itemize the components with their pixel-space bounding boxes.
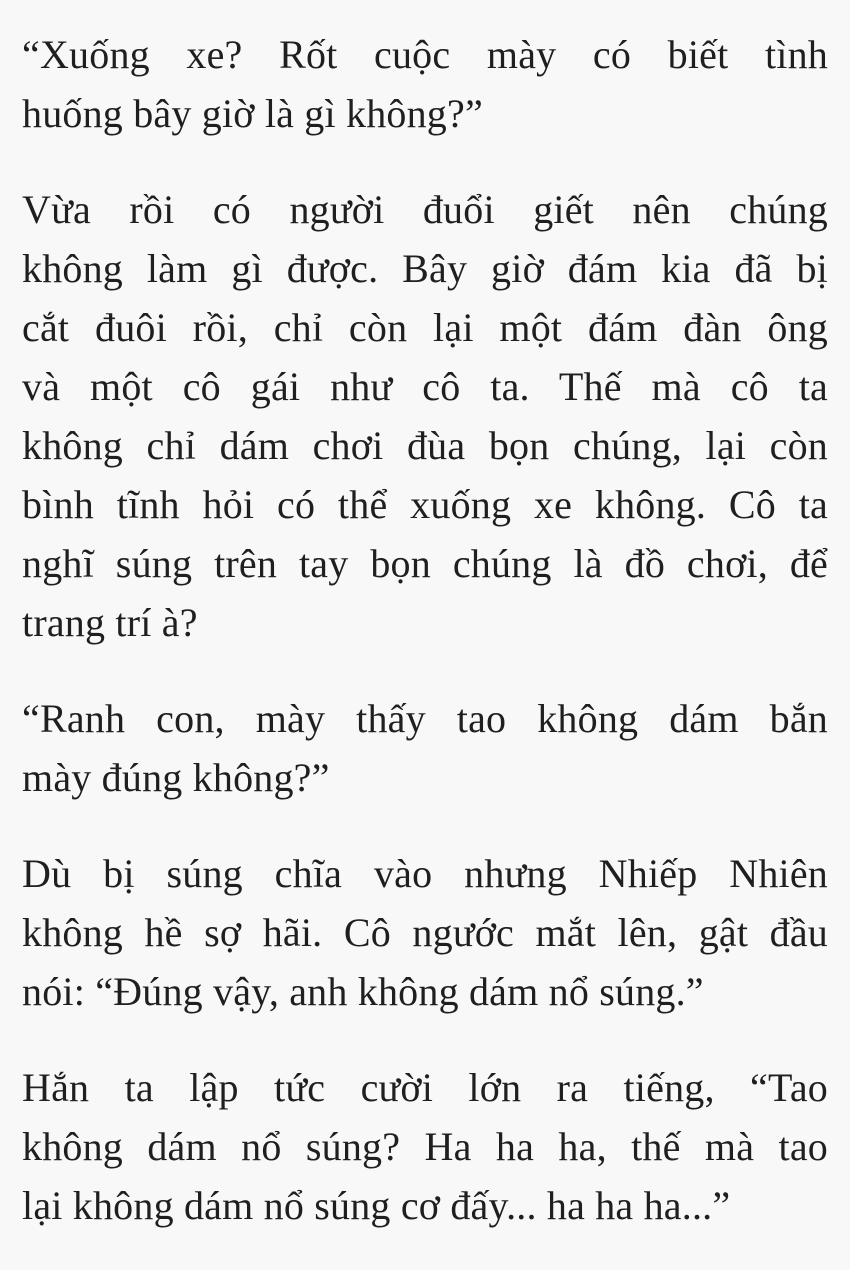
text-line: Dù bị súng chĩa vào nhưng Nhiếp Nhiên — [22, 851, 828, 896]
paragraph — [22, 1058, 828, 1235]
paragraph — [22, 689, 828, 807]
text-line: không làm gì được. Bây giờ đám kia đã bị — [22, 246, 828, 291]
text-line: huống bây giờ là gì không?” — [22, 91, 483, 136]
text-line: không chỉ dám chơi đùa bọn chúng, lại còn — [22, 423, 828, 468]
text-line: Hắn ta lập tức cười lớn ra tiếng, “Tao — [22, 1065, 828, 1110]
text-line: nói: “Đúng vậy, anh không dám nổ súng.” — [22, 969, 704, 1014]
text-line: cắt đuôi rồi, chỉ còn lại một đám đàn ông — [22, 305, 828, 350]
text-line: Vừa rồi có người đuổi giết nên chúng — [22, 187, 828, 232]
text-line: “Ranh con, mày thấy tao không dám bắn — [22, 696, 828, 741]
text-line: không hề sợ hãi. Cô ngước mắt lên, gật đầu — [22, 910, 828, 955]
paragraph — [22, 180, 828, 652]
text-line: lại không dám nổ súng cơ đấy... ha ha ha...” — [22, 1183, 731, 1228]
text-line: “Xuống xe? Rốt cuộc mày có biết tình — [22, 32, 828, 77]
text-line: trang trí à? — [22, 600, 198, 645]
text-line: nghĩ súng trên tay bọn chúng là đồ chơi, để — [22, 541, 828, 586]
paragraph — [22, 25, 828, 143]
text-line: bình tĩnh hỏi có thể xuống xe không. Cô ta — [22, 482, 828, 527]
text-content — [22, 25, 828, 1235]
text-line: và một cô gái như cô ta. Thế mà cô ta — [22, 364, 828, 409]
text-line: mày đúng không?” — [22, 755, 330, 800]
paragraph — [22, 844, 828, 1021]
text-line: không dám nổ súng? Ha ha ha, thế mà tao — [22, 1124, 828, 1169]
